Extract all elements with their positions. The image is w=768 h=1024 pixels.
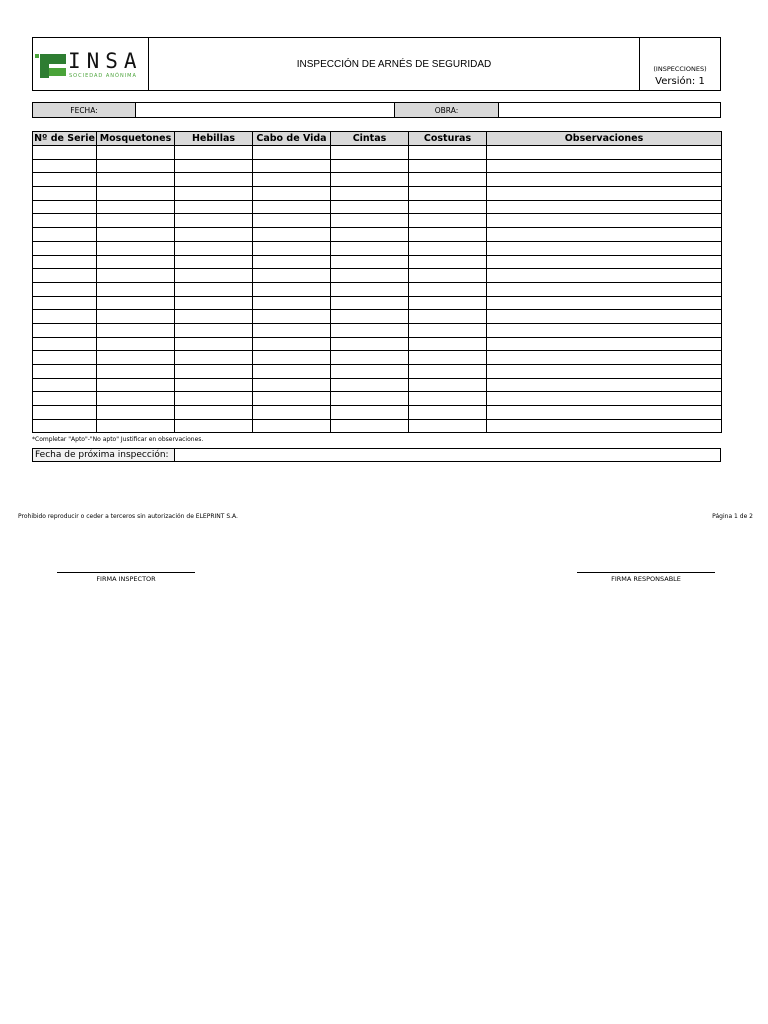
table-cell[interactable] <box>175 419 253 433</box>
table-cell[interactable] <box>97 323 175 337</box>
table-cell[interactable] <box>33 241 97 255</box>
table-body <box>33 146 722 433</box>
table-cell[interactable] <box>331 200 409 214</box>
logo-subtitle: SOCIEDAD ANÓNIMA <box>69 73 137 79</box>
table-cell[interactable] <box>253 378 331 392</box>
table-cell[interactable] <box>331 241 409 255</box>
table-cell[interactable] <box>253 269 331 283</box>
table-cell[interactable] <box>33 228 97 242</box>
table-cell[interactable] <box>409 269 487 283</box>
table-cell[interactable] <box>487 146 722 160</box>
table-cell[interactable] <box>487 323 722 337</box>
col-mosquetones: Mosquetones <box>97 132 175 146</box>
table-cell[interactable] <box>175 146 253 160</box>
info-row <box>32 102 721 118</box>
table-cell[interactable] <box>487 241 722 255</box>
table-cell[interactable] <box>331 187 409 201</box>
table-cell[interactable] <box>175 269 253 283</box>
table-cell[interactable] <box>253 282 331 296</box>
table-cell[interactable] <box>331 392 409 406</box>
table-cell[interactable] <box>253 214 331 228</box>
document-header <box>32 37 721 91</box>
table-row <box>33 337 722 351</box>
table-header-row <box>33 132 722 146</box>
table-cell[interactable] <box>33 296 97 310</box>
table-cell[interactable] <box>175 296 253 310</box>
table-cell[interactable] <box>253 228 331 242</box>
table-cell[interactable] <box>409 187 487 201</box>
table-cell[interactable] <box>97 228 175 242</box>
col-observaciones: Observaciones <box>487 132 722 146</box>
obra-label: OBRA: <box>395 103 499 117</box>
table-cell[interactable] <box>331 378 409 392</box>
table-cell[interactable] <box>175 214 253 228</box>
table-cell[interactable] <box>175 365 253 379</box>
signature-responsable: FIRMA RESPONSABLE <box>577 572 715 583</box>
footer-disclaimer: Prohibido reproducir o ceder a terceros sin autorización de ELEPRINT S.A. <box>18 513 238 520</box>
table-cell[interactable] <box>33 146 97 160</box>
table-cell[interactable] <box>487 228 722 242</box>
table-cell[interactable] <box>175 406 253 420</box>
table-cell[interactable] <box>409 255 487 269</box>
table-cell[interactable] <box>33 255 97 269</box>
next-inspection-label: Fecha de próxima inspección: <box>33 449 175 461</box>
document-title: INSPECCIÓN DE ARNÉS DE SEGURIDAD <box>149 38 640 90</box>
document-version: Versión: 1 <box>655 76 705 87</box>
table-cell[interactable] <box>253 406 331 420</box>
next-inspection-row <box>32 448 721 462</box>
table-row <box>33 392 722 406</box>
table-cell[interactable] <box>409 282 487 296</box>
table-cell[interactable] <box>487 419 722 433</box>
table-cell[interactable] <box>253 337 331 351</box>
table-cell[interactable] <box>487 173 722 187</box>
table-row <box>33 269 722 283</box>
table-cell[interactable] <box>253 310 331 324</box>
table-cell[interactable] <box>331 406 409 420</box>
table-cell[interactable] <box>97 187 175 201</box>
table-row <box>33 296 722 310</box>
table-cell[interactable] <box>331 146 409 160</box>
table-cell[interactable] <box>409 241 487 255</box>
table-cell[interactable] <box>487 296 722 310</box>
table-cell[interactable] <box>253 173 331 187</box>
table-cell[interactable] <box>331 310 409 324</box>
table-cell[interactable] <box>33 351 97 365</box>
table-cell[interactable] <box>97 214 175 228</box>
table-cell[interactable] <box>487 392 722 406</box>
table-cell[interactable] <box>33 282 97 296</box>
table-cell[interactable] <box>253 365 331 379</box>
signature-inspector: FIRMA INSPECTOR <box>57 572 195 583</box>
table-row <box>33 200 722 214</box>
table-cell[interactable] <box>331 282 409 296</box>
table-cell[interactable] <box>97 337 175 351</box>
document-code: (INSPECCIONES) <box>653 65 707 73</box>
table-cell[interactable] <box>175 159 253 173</box>
table-cell[interactable] <box>97 159 175 173</box>
table-cell[interactable] <box>33 269 97 283</box>
table-cell[interactable] <box>487 159 722 173</box>
col-hebillas: Hebillas <box>175 132 253 146</box>
col-serie: Nº de Serie <box>34 133 95 144</box>
table-cell[interactable] <box>409 214 487 228</box>
table-cell[interactable] <box>97 392 175 406</box>
table-row <box>33 365 722 379</box>
table-cell[interactable] <box>97 146 175 160</box>
table-cell[interactable] <box>487 200 722 214</box>
table-cell[interactable] <box>97 200 175 214</box>
table-cell[interactable] <box>409 310 487 324</box>
fecha-field[interactable] <box>136 103 395 117</box>
col-cintas: Cintas <box>331 132 409 146</box>
table-cell[interactable] <box>409 173 487 187</box>
table-row <box>33 187 722 201</box>
table-cell[interactable] <box>487 187 722 201</box>
table-cell[interactable] <box>33 406 97 420</box>
table-cell[interactable] <box>175 187 253 201</box>
table-cell[interactable] <box>409 406 487 420</box>
table-cell[interactable] <box>409 365 487 379</box>
fecha-label: FECHA: <box>33 103 136 117</box>
table-cell[interactable] <box>97 255 175 269</box>
table-cell[interactable] <box>33 337 97 351</box>
table-row <box>33 378 722 392</box>
table-cell[interactable] <box>175 378 253 392</box>
table-cell[interactable] <box>97 310 175 324</box>
table-cell[interactable] <box>487 365 722 379</box>
completion-note: *Completar "Apto"-"No apto" Justificar en observaciones. <box>32 436 204 443</box>
table-cell[interactable] <box>253 392 331 406</box>
table-cell[interactable] <box>409 159 487 173</box>
table-cell[interactable] <box>33 365 97 379</box>
col-costuras: Costuras <box>409 132 487 146</box>
table-cell[interactable] <box>175 241 253 255</box>
col-cabo-de-vida: Cabo de Vida <box>253 132 331 146</box>
table-cell[interactable] <box>175 282 253 296</box>
table-cell[interactable] <box>33 173 97 187</box>
table-cell[interactable] <box>253 323 331 337</box>
table-cell[interactable] <box>97 378 175 392</box>
table-row <box>33 255 722 269</box>
table-cell[interactable] <box>97 269 175 283</box>
table-cell[interactable] <box>33 392 97 406</box>
table-cell[interactable] <box>409 392 487 406</box>
table-cell[interactable] <box>487 282 722 296</box>
table-cell[interactable] <box>409 351 487 365</box>
table-cell[interactable] <box>409 296 487 310</box>
table-cell[interactable] <box>97 365 175 379</box>
table-row <box>33 419 722 433</box>
table-cell[interactable] <box>487 310 722 324</box>
table-row <box>33 173 722 187</box>
table-cell[interactable] <box>487 351 722 365</box>
table-cell[interactable] <box>331 351 409 365</box>
table-cell[interactable] <box>331 269 409 283</box>
company-logo <box>33 38 149 90</box>
table-cell[interactable] <box>409 378 487 392</box>
table-row <box>33 214 722 228</box>
table-cell[interactable] <box>409 200 487 214</box>
table-cell[interactable] <box>331 255 409 269</box>
table-cell[interactable] <box>253 419 331 433</box>
table-row <box>33 241 722 255</box>
table-row <box>33 310 722 324</box>
table-cell[interactable] <box>331 337 409 351</box>
table-cell[interactable] <box>33 159 97 173</box>
table-cell[interactable] <box>253 351 331 365</box>
table-cell[interactable] <box>33 323 97 337</box>
table-cell[interactable] <box>487 337 722 351</box>
table-cell[interactable] <box>331 323 409 337</box>
table-cell[interactable] <box>33 378 97 392</box>
logo-wordmark: INSA <box>68 49 143 73</box>
page-number: Página 1 de 2 <box>712 513 753 520</box>
table-cell[interactable] <box>97 351 175 365</box>
table-cell[interactable] <box>175 200 253 214</box>
table-cell[interactable] <box>97 296 175 310</box>
table-row <box>33 159 722 173</box>
table-cell[interactable] <box>253 241 331 255</box>
table-cell[interactable] <box>253 146 331 160</box>
inspection-table <box>32 131 722 433</box>
table-cell[interactable] <box>253 159 331 173</box>
table-cell[interactable] <box>487 269 722 283</box>
table-cell[interactable] <box>33 200 97 214</box>
obra-field[interactable] <box>499 103 720 117</box>
logo-mark-icon <box>35 52 67 78</box>
table-cell[interactable] <box>175 392 253 406</box>
table-row <box>33 146 722 160</box>
table-cell[interactable] <box>409 419 487 433</box>
table-cell[interactable] <box>175 351 253 365</box>
table-cell[interactable] <box>33 419 97 433</box>
table-cell[interactable] <box>33 187 97 201</box>
table-cell[interactable] <box>331 214 409 228</box>
table-cell[interactable] <box>97 282 175 296</box>
table-cell[interactable] <box>33 310 97 324</box>
table-cell[interactable] <box>331 296 409 310</box>
table-cell[interactable] <box>175 337 253 351</box>
table-cell[interactable] <box>253 187 331 201</box>
table-cell[interactable] <box>97 241 175 255</box>
table-cell[interactable] <box>487 214 722 228</box>
table-cell[interactable] <box>331 173 409 187</box>
table-cell[interactable] <box>331 365 409 379</box>
next-inspection-field[interactable] <box>175 449 720 461</box>
table-cell[interactable] <box>487 406 722 420</box>
table-row <box>33 406 722 420</box>
table-cell[interactable] <box>175 228 253 242</box>
table-cell[interactable] <box>331 159 409 173</box>
table-cell[interactable] <box>175 323 253 337</box>
table-cell[interactable] <box>487 255 722 269</box>
table-cell[interactable] <box>253 296 331 310</box>
table-row <box>33 351 722 365</box>
table-cell[interactable] <box>97 406 175 420</box>
table-cell[interactable] <box>175 173 253 187</box>
table-cell[interactable] <box>253 200 331 214</box>
table-cell[interactable] <box>331 419 409 433</box>
table-cell[interactable] <box>331 228 409 242</box>
table-cell[interactable] <box>97 173 175 187</box>
table-row <box>33 323 722 337</box>
table-cell[interactable] <box>97 419 175 433</box>
table-cell[interactable] <box>175 310 253 324</box>
table-cell[interactable] <box>33 214 97 228</box>
document-meta <box>640 38 720 90</box>
table-cell[interactable] <box>409 323 487 337</box>
table-cell[interactable] <box>409 146 487 160</box>
table-row <box>33 228 722 242</box>
table-row <box>33 282 722 296</box>
table-cell[interactable] <box>175 255 253 269</box>
table-cell[interactable] <box>253 255 331 269</box>
table-cell[interactable] <box>409 337 487 351</box>
table-cell[interactable] <box>487 378 722 392</box>
table-cell[interactable] <box>409 228 487 242</box>
